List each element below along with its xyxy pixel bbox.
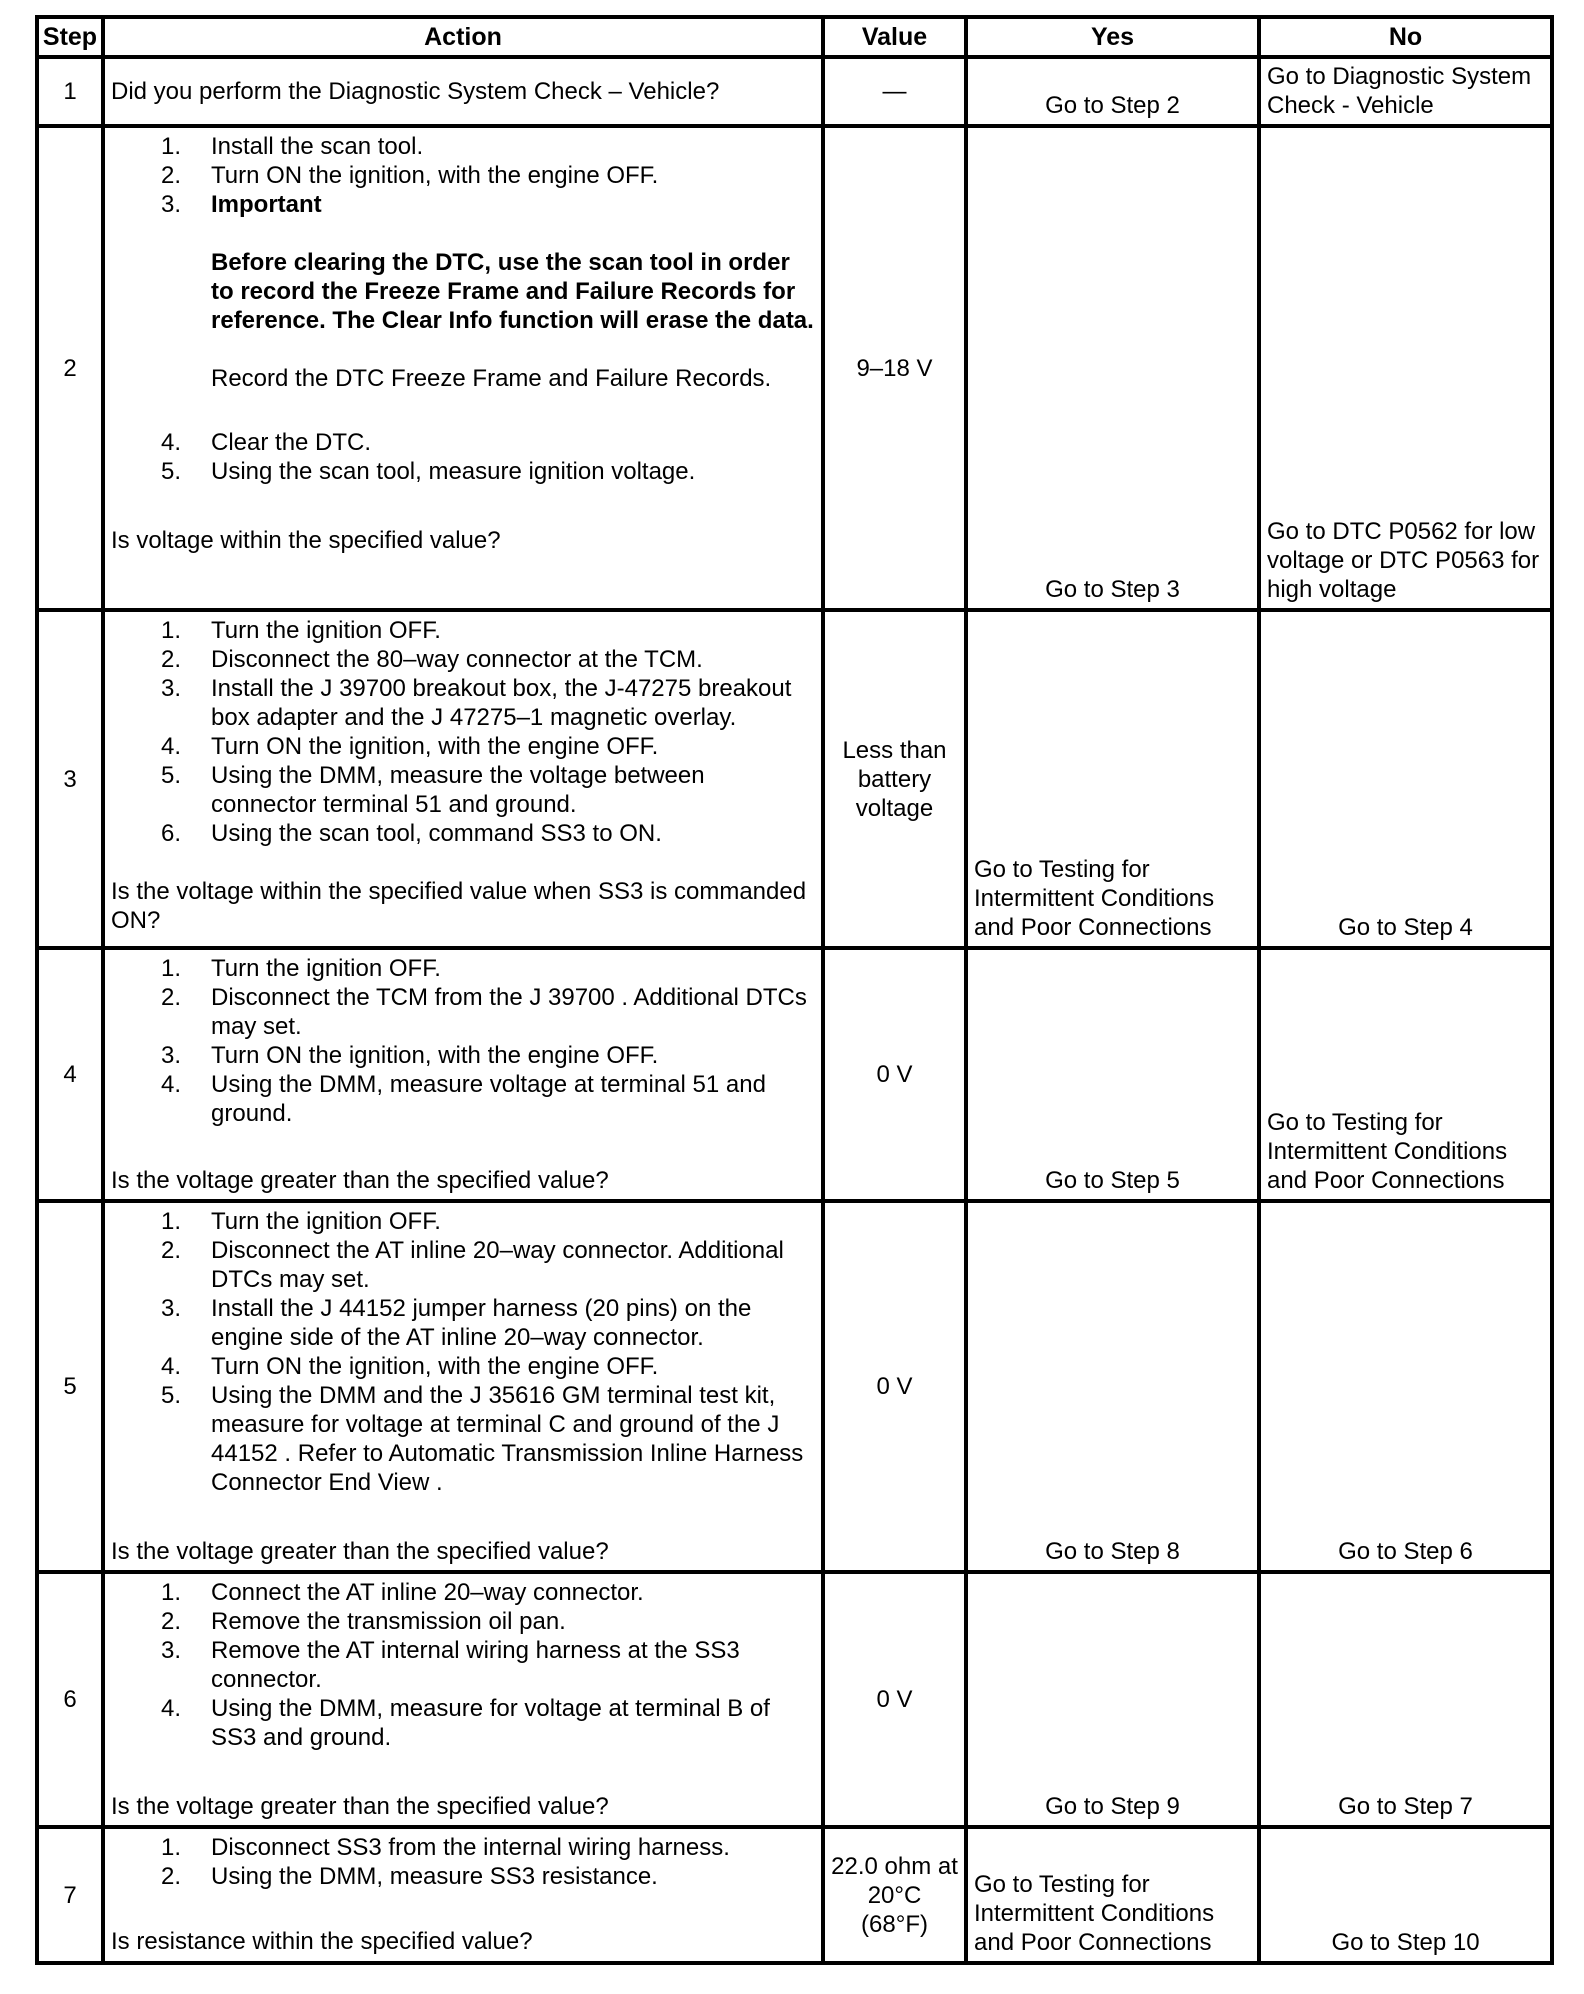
table-row <box>37 610 1552 948</box>
yes-cell: Go to Step 5 <box>966 948 1259 1201</box>
action-steps <box>111 1207 815 1497</box>
action-cell <box>103 948 823 1201</box>
important-extra: Record the DTC Freeze Frame and Failure Records. <box>211 365 772 392</box>
check-question: Is the voltage greater than the specified value? <box>111 1538 609 1565</box>
no-cell: Go to Step 7 <box>1259 1572 1552 1827</box>
action-cell <box>103 610 823 948</box>
table-row <box>37 126 1552 610</box>
no-cell: Go to Testing for Intermittent Conditions and Poor Connections <box>1259 948 1552 1201</box>
no-cell: Go to Step 10 <box>1259 1827 1552 1963</box>
action-step: 1. Install the scan tool. <box>161 133 424 160</box>
header-value: Value <box>823 17 966 57</box>
no-cell: Go to Step 4 <box>1259 610 1552 948</box>
action-step: 6. Using the scan tool, command SS3 to ON. <box>161 820 662 847</box>
action-cell <box>103 126 823 610</box>
header-step: Step <box>37 17 103 57</box>
action-steps <box>111 954 815 1128</box>
step-number: 6 <box>37 1572 103 1827</box>
action-step: 2. Using the DMM, measure SS3 resistance. <box>161 1863 658 1890</box>
table-row <box>37 1572 1552 1827</box>
action-step: 1. Turn the ignition OFF. <box>161 955 441 982</box>
action-step: 1. Connect the AT inline 20–way connector. <box>161 1579 644 1606</box>
action-step: 1. Turn the ignition OFF. <box>161 617 441 644</box>
yes-cell: Go to Step 2 <box>966 57 1259 126</box>
table-row <box>37 1827 1552 1963</box>
no-cell: Go to Step 6 <box>1259 1201 1552 1572</box>
value-cell: — <box>823 57 966 126</box>
step-number: 5 <box>37 1201 103 1572</box>
check-question: Is the voltage greater than the specified value? <box>111 1793 609 1820</box>
action-step: 3. Remove the AT internal wiring harness at the SS3 connector. <box>161 1637 740 1693</box>
action-step: 3. Install the J 39700 breakout box, the J-47275 breakout box adapter and the J 47275–1 magnetic overlay. <box>161 675 792 731</box>
action-step: 5. Using the DMM, measure the voltage between connector terminal 51 and ground. <box>161 762 705 818</box>
action-cell <box>103 57 823 126</box>
check-question: Did you perform the Diagnostic System Check – Vehicle? <box>111 78 720 105</box>
important-label: Important <box>211 191 322 218</box>
no-cell: Go to Diagnostic System Check - Vehicle <box>1259 57 1552 126</box>
action-steps <box>111 1578 815 1752</box>
action-step: 2. Turn ON the ignition, with the engine OFF. <box>161 162 659 189</box>
action-step: 3. Install the J 44152 jumper harness (20 pins) on the engine side of the AT inline 20–way connector. <box>161 1295 752 1351</box>
action-steps <box>111 616 815 848</box>
yes-cell: Go to Step 3 <box>966 126 1259 610</box>
yes-cell: Go to Testing for Intermittent Conditions and Poor Connections <box>966 610 1259 948</box>
value-cell: 0 V <box>823 1201 966 1572</box>
diagnostic-table <box>35 15 1554 1965</box>
action-step: 2. Disconnect the 80–way connector at the TCM. <box>161 646 703 673</box>
action-steps <box>111 132 815 486</box>
yes-cell: Go to Testing for Intermittent Conditions and Poor Connections <box>966 1827 1259 1963</box>
action-step: 3. Turn ON the ignition, with the engine OFF. <box>161 1042 659 1069</box>
check-question: Is the voltage within the specified value when SS3 is commanded ON? <box>111 878 807 934</box>
check-question: Is voltage within the specified value? <box>111 527 501 554</box>
action-step: 4. Using the DMM, measure voltage at terminal 51 and ground. <box>161 1071 766 1127</box>
action-cell <box>103 1827 823 1963</box>
action-steps <box>111 1833 815 1891</box>
action-step: 1. Disconnect SS3 from the internal wiring harness. <box>161 1834 730 1861</box>
action-step: 4. Turn ON the ignition, with the engine OFF. <box>161 733 659 760</box>
table-row <box>37 57 1552 126</box>
action-step: 1. Turn the ignition OFF. <box>161 1208 441 1235</box>
action-cell <box>103 1201 823 1572</box>
action-step: 4. Clear the DTC. <box>161 429 372 456</box>
check-question: Is the voltage greater than the specified value? <box>111 1167 609 1194</box>
action-step: 2. Disconnect the TCM from the J 39700 . Additional DTCs may set. <box>161 984 807 1040</box>
action-step: 3. Important Before clearing the DTC, use the scan tool in order to record the Freeze Frame and Failure Records for reference. The Clear Info function will erase the data. Record the DTC Freeze Frame and Failure Records. <box>161 191 814 392</box>
step-number: 1 <box>37 57 103 126</box>
header-yes: Yes <box>966 17 1259 57</box>
value-cell: 0 V <box>823 948 966 1201</box>
action-step: 2. Disconnect the AT inline 20–way connector. Additional DTCs may set. <box>161 1237 784 1293</box>
action-step: 2. Remove the transmission oil pan. <box>161 1608 566 1635</box>
value-cell: 9–18 V <box>823 126 966 610</box>
value-cell: 0 V <box>823 1572 966 1827</box>
step-number: 2 <box>37 126 103 610</box>
table-row <box>37 948 1552 1201</box>
step-number: 7 <box>37 1827 103 1963</box>
action-step: 5. Using the DMM and the J 35616 GM terminal test kit, measure for voltage at terminal C and ground of the J 44152 . Refer to Automatic Transmission Inline Harness Connector End View . <box>161 1382 804 1496</box>
yes-cell: Go to Step 8 <box>966 1201 1259 1572</box>
action-cell <box>103 1572 823 1827</box>
no-cell: Go to DTC P0562 for low voltage or DTC P0563 for high voltage <box>1259 126 1552 610</box>
check-question: Is resistance within the specified value? <box>111 1928 533 1955</box>
table-row <box>37 1201 1552 1572</box>
header-row <box>37 17 1552 57</box>
value-cell: Less than battery voltage <box>823 610 966 948</box>
important-note: Before clearing the DTC, use the scan tool in order to record the Freeze Frame and Failure Records for reference. The Clear Info function will erase the data. <box>211 249 814 334</box>
header-no: No <box>1259 17 1552 57</box>
step-number: 3 <box>37 610 103 948</box>
action-step: 4. Turn ON the ignition, with the engine OFF. <box>161 1353 659 1380</box>
action-step: 4. Using the DMM, measure for voltage at terminal B of SS3 and ground. <box>161 1695 770 1751</box>
yes-cell: Go to Step 9 <box>966 1572 1259 1827</box>
value-cell: 22.0 ohm at 20°C (68°F) <box>823 1827 966 1963</box>
header-action: Action <box>103 17 823 57</box>
action-step: 5. Using the scan tool, measure ignition voltage. <box>161 458 696 485</box>
step-number: 4 <box>37 948 103 1201</box>
